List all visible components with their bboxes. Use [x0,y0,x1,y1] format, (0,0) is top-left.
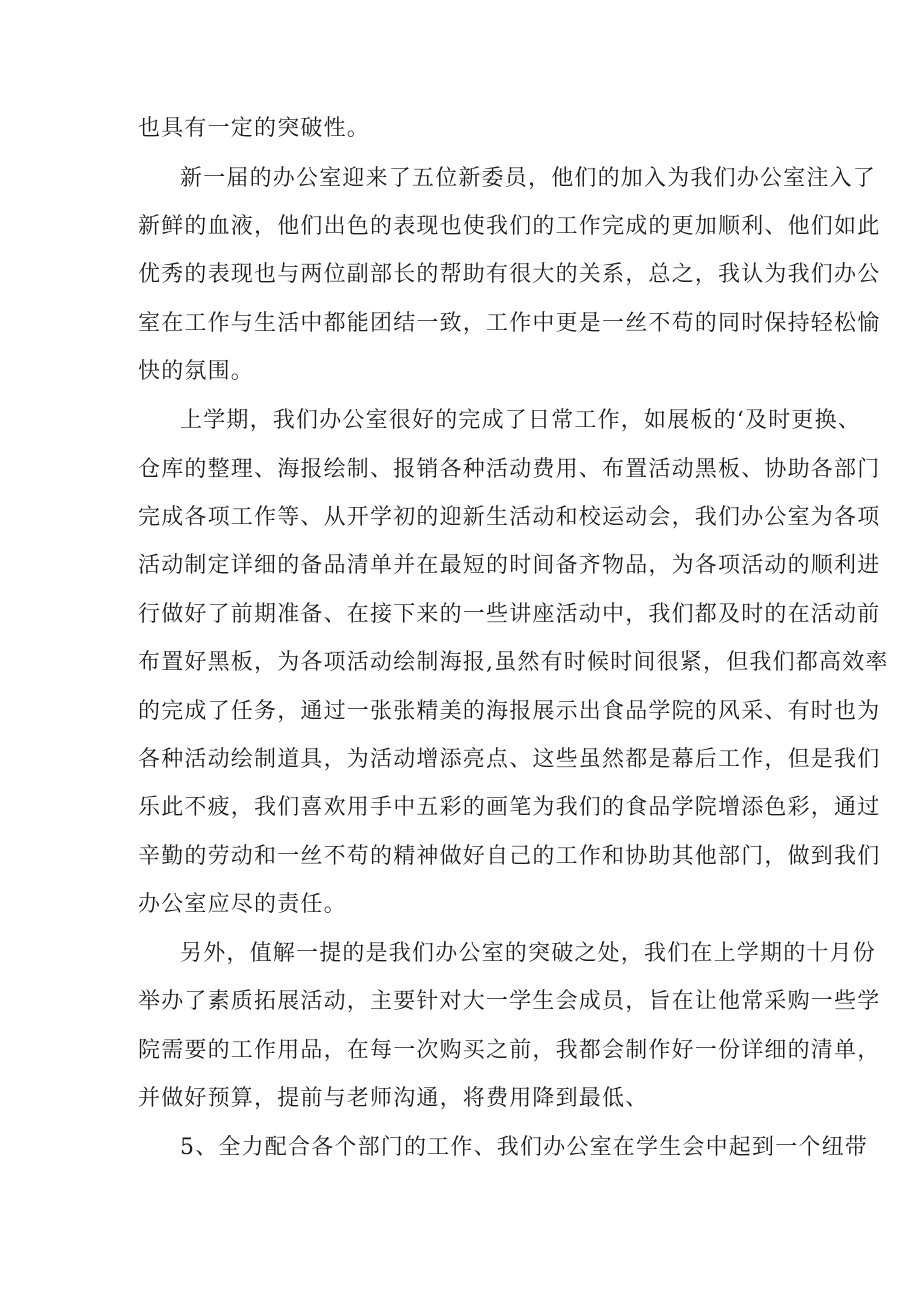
text-line: 并做好预算，提前与老师沟通，将费用降到最低、 [138,1086,649,1111]
text-line: 辛勤的劳动和一丝不苟的精神做好自己的工作和协助其他部门，做到我们 [138,844,881,869]
text-line: 活动制定详细的备品清单并在最短的时间备齐物品，为各项活动的顺利进 [138,553,881,578]
text-line: 乐此不疲，我们喜欢用手中五彩的画笔为我们的食品学院增添色彩，通过 [138,795,881,820]
paragraph-first-line: 另外，值解一提的是我们办公室的突破之处，我们在上学期的十月份 [180,941,877,966]
paragraph-first-line: 上学期，我们办公室很好的完成了日常工作，如展板的‘及时更换、 [180,408,861,433]
text-line: 院需要的工作用品，在每一次购买之前，我都会制作好一份详细的清单， [138,1038,881,1063]
text-line: 完成各项工作等、从开学初的迎新生活动和校运动会，我们办公室为各项 [138,505,881,530]
numbered-item-line: 5、全力配合各个部门的工作、我们办公室在学生会中起到一个纽带 [180,1135,868,1160]
text-line: 办公室应尽的责任。 [138,892,347,917]
text-line: 的完成了任务，通过一张张精美的海报展示出食品学院的风采、有时也为 [138,699,881,724]
text-line: 行做好了前期准备、在接下来的一些讲座活动中，我们都及时的在活动前 [138,602,881,627]
text-line: 各种活动绘制道具，为活动增添亮点、这些虽然都是幕后工作，但是我们 [138,747,881,772]
text-line: 仓库的整理、海报绘制、报销各种活动费用、布置活动黑板、协助各部门 [138,457,881,482]
text-line: 快的氛围。 [138,359,255,384]
text-line: 新鲜的血液，他们出色的表现也使我们的工作完成的更加顺利、他们如此 [138,214,881,239]
text-line: 也具有一定的突破性。 [138,116,371,141]
text-line: 布置好黑板，为各项活动绘制海报,虽然有时候时间很紧，但我们都高效率 [138,650,889,675]
paragraph-first-line: 新一届的办公室迎来了五位新委员，他们的加入为我们办公室注入了 [180,166,877,191]
text-line: 举办了素质拓展活动，主要针对大一学生会成员，旨在让他常采购一些学 [138,989,881,1014]
text-line: 室在工作与生活中都能团结一致，工作中更是一丝不苟的同时保持轻松愉 [138,311,881,336]
text-line: 优秀的表现也与两位副部长的帮助有很大的关系，总之，我认为我们办公 [138,262,881,287]
